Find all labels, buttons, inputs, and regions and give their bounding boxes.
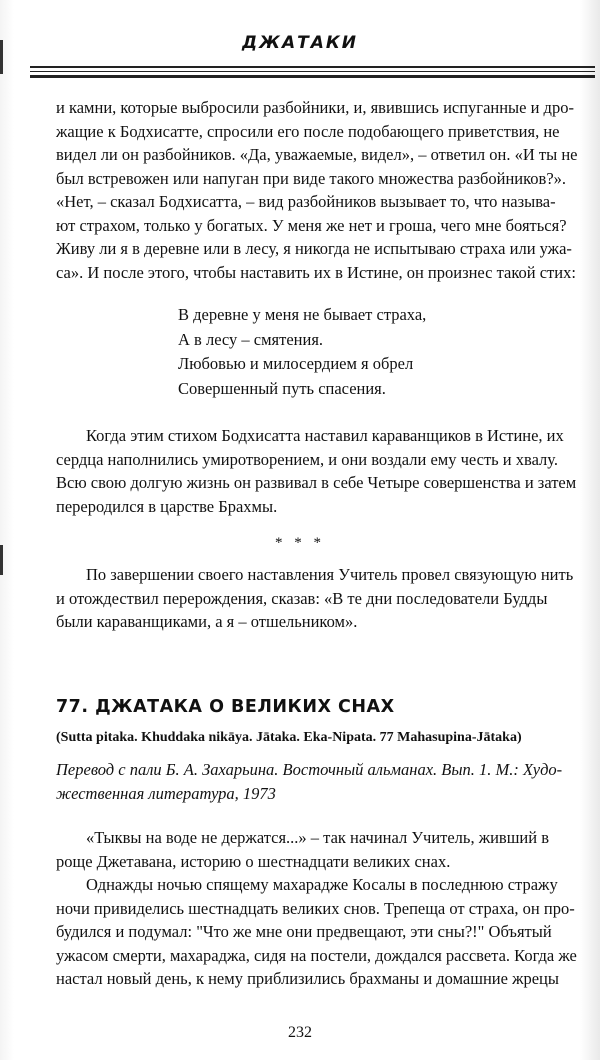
closing-paragraph bbox=[56, 424, 582, 518]
text-line: «Тыквы на воде не держатся...» – так начинал Учитель, живший в bbox=[86, 828, 549, 847]
verse-line: А в лесу – смятения. bbox=[178, 329, 324, 349]
text-line: Всю свою долгую жизнь он развивал в себе Четыре совершенства и затем bbox=[56, 473, 577, 492]
translation-credits bbox=[56, 758, 582, 806]
verse-line: Совершенный путь спасения. bbox=[178, 378, 386, 398]
section-heading: 77. ДЖАТАКА О ВЕЛИКИХ СНАХ bbox=[56, 697, 395, 717]
running-title: ДЖАТАКИ bbox=[242, 33, 358, 53]
verse-line: В деревне у меня не бывает страха, bbox=[178, 305, 427, 324]
text-line: са». И после этого, чтобы наставить их в Истине, он произнес такой стих: bbox=[56, 262, 576, 282]
text-line: жественная литература, 1973 bbox=[56, 784, 276, 803]
text-line: и отождествил перерождения, сказав: «В те дни последователи Будды bbox=[56, 588, 548, 608]
text-line: ют страхом, только у богатых. У меня же нет и гроша, чего мне бояться? bbox=[56, 215, 567, 235]
source-reference: (Sutta pitaka. Khuddaka nikāya. Jātaka. Eka-Nipata. 77 Mahasupina-Jātaka) bbox=[56, 730, 522, 745]
text-line: ужасом смерти, махараджа, сидя на постели, дождался рассвета. Когда же bbox=[56, 945, 577, 965]
header-rule bbox=[30, 71, 595, 72]
story-paragraph bbox=[56, 96, 582, 284]
teacher-paragraph bbox=[56, 563, 582, 634]
text-line: Живу ли я в деревне или в лесу, я никогда не испытываю страха или ужа- bbox=[56, 239, 572, 258]
text-line: Когда этим стихом Бодхисатта наставил караванщиков в Истине, их bbox=[86, 426, 564, 445]
header-rule bbox=[30, 75, 595, 78]
text-line: сердца наполнились умиротворением, и они воздали ему честь и хвалу. bbox=[56, 449, 559, 469]
text-line: Перевод с пали Б. А. Захарьина. Восточный альманах. Вып. 1. М.: Худо- bbox=[56, 760, 563, 779]
verse-line: Любовью и милосердием я обрел bbox=[178, 354, 414, 373]
text-line: Однажды ночью спящему махарадже Косалы в последнюю стражу bbox=[86, 875, 558, 894]
text-line: «Нет, – сказал Бодхисатта, – вид разбойников вызывает то, что называ- bbox=[56, 192, 556, 211]
verse-stanza bbox=[178, 303, 426, 401]
text-line: был встревожен или напуган при виде такого множества разбойников?». bbox=[56, 168, 567, 188]
text-line: будился и подумал: "Что же мне они предвещают, эти сны?!" Объятый bbox=[56, 922, 552, 941]
page-number: 232 bbox=[288, 1024, 312, 1041]
text-line: были караванщиками, а я – отшельником». bbox=[56, 612, 358, 631]
text-line: переродился в царстве Брахмы. bbox=[56, 496, 278, 516]
text-line: жащие к Бодхисатте, спросили его после подобающего приветствия, не bbox=[56, 121, 560, 141]
text-line: настал новый день, к нему приблизились брахманы и домашние жрецы bbox=[56, 969, 559, 988]
text-line: роще Джетавана, историю о шестнадцати великих снах. bbox=[56, 851, 451, 871]
text-line: и камни, которые выбросили разбойники, и, явившись испуганные и дро- bbox=[56, 98, 574, 117]
text-line: видел ли он разбойников. «Да, уважаемые, видел», – ответил он. «И ты не bbox=[56, 145, 578, 164]
text-line: По завершении своего наставления Учитель провел связующую нить bbox=[86, 565, 574, 584]
story-opening bbox=[56, 826, 582, 991]
section-separator: * * * bbox=[275, 535, 325, 551]
header-rule bbox=[30, 66, 595, 68]
text-line: ночи привиделись шестнадцать великих снов. Трепеща от страха, он про- bbox=[56, 898, 575, 918]
